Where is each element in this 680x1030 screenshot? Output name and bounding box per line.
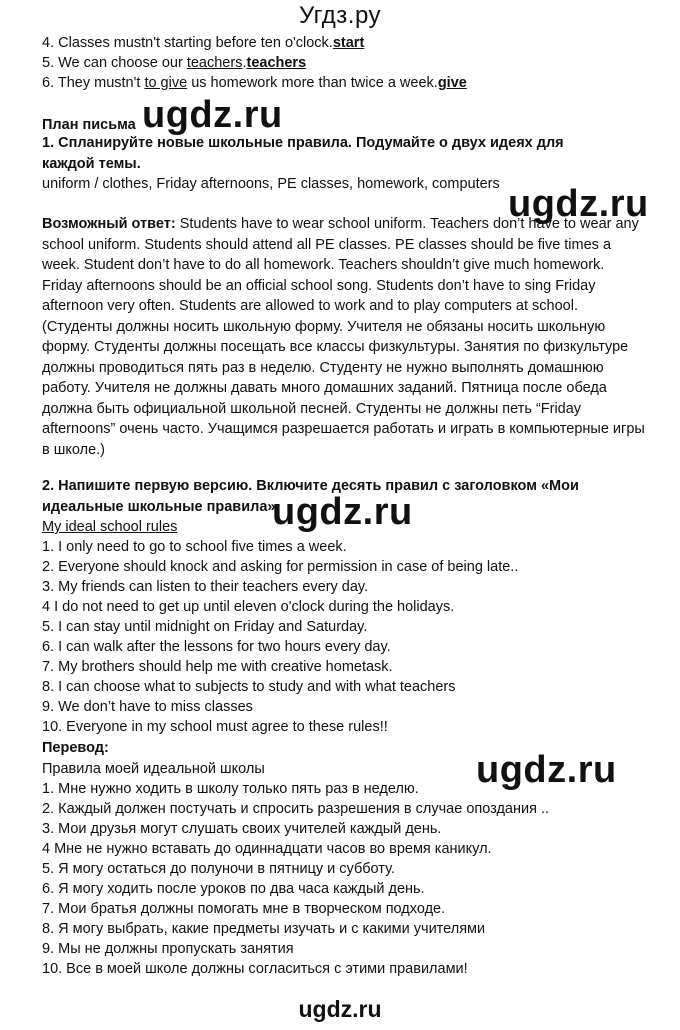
translation-item: 5. Я могу остаться до полуночи в пятницу и субботу. (42, 861, 395, 877)
translation-item: 9. Мы не должны пропускать занятия (42, 941, 294, 957)
rule-item: 5. I can stay until midnight on Friday and Saturday. (42, 619, 368, 635)
rule-item: 3. My friends can listen to their teachers every day. (42, 579, 369, 595)
translation-item: 2. Каждый должен постучать и спросить разрешения в случае опоздания .. (42, 801, 550, 817)
task1-heading: 1. Спланируйте новые школьные правила. Подумайте о двух идеях для каждой темы. (42, 135, 564, 172)
rule-item: 2. Everyone should knock and asking for permission in case of being late.. (42, 559, 519, 575)
rule-item: 10. Everyone in my school must agree to these rules!! (42, 719, 388, 735)
exercise-underlined: teachers (186, 55, 243, 71)
rule-item: 8. I can choose what to subjects to study and with what teachers (42, 679, 456, 695)
translation-item: 8. Я могу выбрать, какие предметы изучать и с какими учителями (42, 921, 486, 937)
rule-item: 9. We don’t have to miss classes (42, 699, 253, 715)
site-title: Угдз.ру (298, 2, 382, 29)
topics-line: uniform / clothes, Friday afternoons, PE classes, homework, computers (42, 176, 500, 192)
exercise-line-4 (42, 33, 364, 53)
rule-item: 1. I only need to go to school five times a week. (42, 539, 347, 555)
translation-item: 10. Все в моей школе должны согласиться с этими правилами! (42, 961, 468, 977)
exercise-text: 4. Classes mustn't starting before ten o'clock. (42, 35, 333, 51)
plan-heading: План письма (42, 117, 136, 133)
task2-heading: 2. Напишите первую версию. Включите десять правил с заголовком «Мои идеальные школьные правила». (42, 478, 579, 515)
answer-text: Students have to wear school uniform. Teachers don’t have to wear any school uniform. Students should attend all PE classes. PE classes should be five times a week. Student don’t have to do all homework. Teachers shouldn’t give much homework. Friday afternoons should be an official school song. Students don’t have to sing Friday afternoon very often. Students are allowed to work and to play computers at school. (Студенты должны носить школьную форму. Учителя не обязаны носить школьную форму. Студенты должны посещать все классы физкультуры. Занятия по физкультуре должны проводиться пять раз в неделю. Студенту не нужно выполнять домашнюю работу. Учителя не должны давать много домашних заданий. Пятница после обеда должна быть официальной школьной песней. Студенты не должны петь “Friday afternoons” очень часто. Учащимся разрешается работать и играть в компьютерные игры в школе.) (42, 216, 645, 458)
exercise-rest: us homework more than twice a week. (187, 75, 438, 91)
watermark: ugdz.ru (508, 183, 649, 225)
site-footer: ugdz.ru (298, 996, 382, 1022)
exercise-text: 6. They mustn't (42, 75, 145, 91)
answer-label: Возможный ответ: (42, 216, 176, 232)
translation-title: Правила моей идеальной школы (42, 761, 265, 777)
exercise-answer: give (437, 75, 467, 91)
translation-item: 1. Мне нужно ходить в школу только пять раз в неделю. (42, 781, 419, 797)
possible-answer (42, 214, 648, 460)
translation-item: 3. Мои друзья могут слушать своих учителей каждый день. (42, 821, 442, 837)
exercise-answer: teachers (246, 55, 307, 71)
exercise-text: 5. We can choose our (42, 55, 187, 71)
rule-item: 4 I do not need to get up until eleven o'clock during the holidays. (42, 599, 455, 615)
translation-item: 4 Мне не нужно вставать до одиннадцати часов во время каникул. (42, 841, 492, 857)
exercise-line-5 (42, 53, 306, 73)
rule-item: 7. My brothers should help me with creative hometask. (42, 659, 393, 675)
rule-item: 6. I can walk after the lessons for two hours every day. (42, 639, 391, 655)
exercise-rest: . (242, 55, 247, 71)
watermark: ugdz.ru (142, 94, 283, 136)
watermark: ugdz.ru (476, 749, 617, 791)
translation-item: 6. Я могу ходить после уроков по два часа каждый день. (42, 881, 425, 897)
translation-label: Перевод: (42, 740, 109, 756)
exercise-underlined: to give (144, 75, 188, 91)
exercise-answer: start (332, 35, 365, 51)
rules-title: My ideal school rules (42, 519, 178, 535)
watermark: ugdz.ru (272, 491, 413, 533)
translation-item: 7. Мои братья должны помогать мне в творческом подходе. (42, 901, 446, 917)
exercise-line-6 (42, 73, 467, 93)
